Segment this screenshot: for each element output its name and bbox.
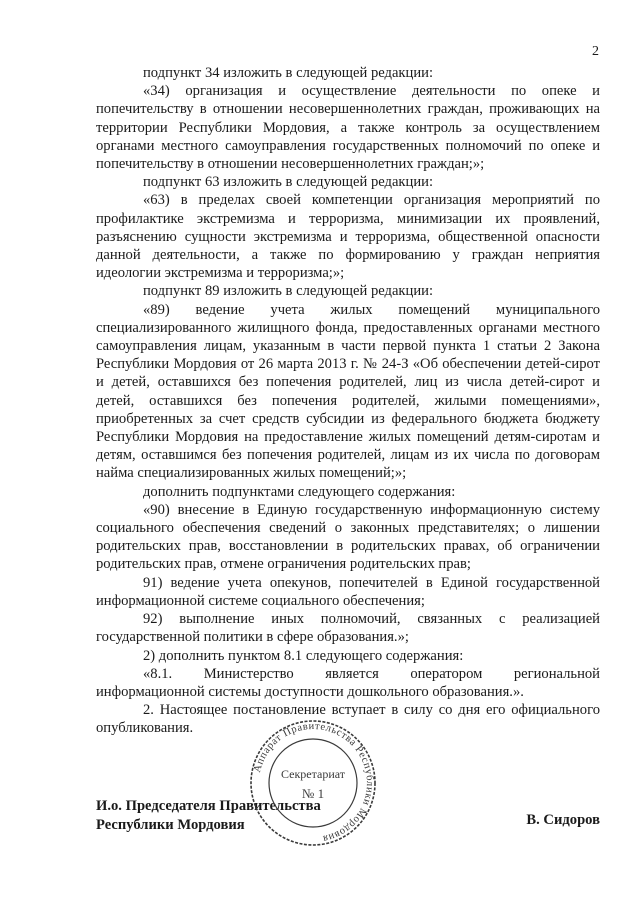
paragraph: «63) в пределах своей компетенции организация мероприятий по профилактике экстремизма и терроризма, минимизации их проявлений, разъяснению сущности экстремизма и терроризма, общественной опасности данной деятельности, а также по формированию у граждан неприятия идеологии экстремизма и терроризма;»; [96, 192, 600, 282]
stamp-outer-text: Аппарат Правительства Республики Мордовия [252, 720, 376, 845]
paragraph: «89) ведение учета жилых помещений муниципального специализированного жилищного фонда, предоставленных органами местного самоуправления лицам, указанным в части первой пункта 1 статьи 2 Закона Республики Мордовия от 26 марта 2013 г. № 24-З «Об обеспечении детей-сирот и детей, оставшихся без попечения родителей, лиц из числа детей-сирот и детей, оставшихся без попечения родителей, жилыми помещениями», приобретенных за счет средств субсидии из федерального бюджета бюджету Республики Мордовия на предоставление жилых помещений детям-сиротам и детям, оставшимся без попечения родителей, лицам из их числа по договорам найма специализированных жилых помещений;»; [96, 301, 600, 482]
paragraph: «34) организация и осуществление деятельности по опеке и попечительству в отношении несовершеннолетних граждан, проживающих на территории Республики Мордовия, а также контроль за осуществлением органами местного самоуправления государственных полномочий по опеке и попечительству в отношении несовершеннолетних граждан;»; [96, 83, 600, 173]
paragraph: подпункт 34 изложить в следующей редакции: [143, 65, 434, 81]
paragraph: «8.1. Министерство является оператором региональной информационной системы доступности дошкольного образования.». [96, 665, 600, 700]
document-body [96, 64, 600, 738]
paragraph: дополнить подпунктами следующего содержания: [143, 483, 456, 500]
paragraph: 2) дополнить пунктом 8.1 следующего содержания: [143, 647, 464, 664]
stamp-inner-text: Секретариат [280, 767, 346, 781]
paragraph: 2. Настоящее постановление вступает в силу со дня его официального опубликования. [96, 702, 600, 737]
signatory-name: В. Сидоров [526, 812, 600, 828]
page-number: 2 [592, 44, 599, 59]
stamp-number: № 1 [301, 786, 325, 801]
official-stamp [248, 718, 378, 848]
paragraph: подпункт 89 изложить в следующей редакции: [143, 283, 434, 300]
paragraph: 91) ведение учета опекунов, попечителей в Единой государственной информационной системе социального обеспечения; [96, 574, 600, 609]
paragraph: «90) внесение в Единую государственную информационную систему социального обеспечения сведений о законных представителях; о лишении родительских прав, восстановлении в родительских правах, об ограничении родительских прав, отмене ограничения родительских прав; [96, 501, 600, 573]
signatory-position-line: Республики Мордовия [96, 817, 245, 833]
signatory-position-line: И.о. Председателя Правительства [96, 798, 321, 814]
paragraph: 92) выполнение иных полномочий, связанных с реализацией государственной политики в сфере образования.»; [96, 611, 600, 646]
paragraph: подпункт 63 изложить в следующей редакции: [143, 174, 434, 191]
